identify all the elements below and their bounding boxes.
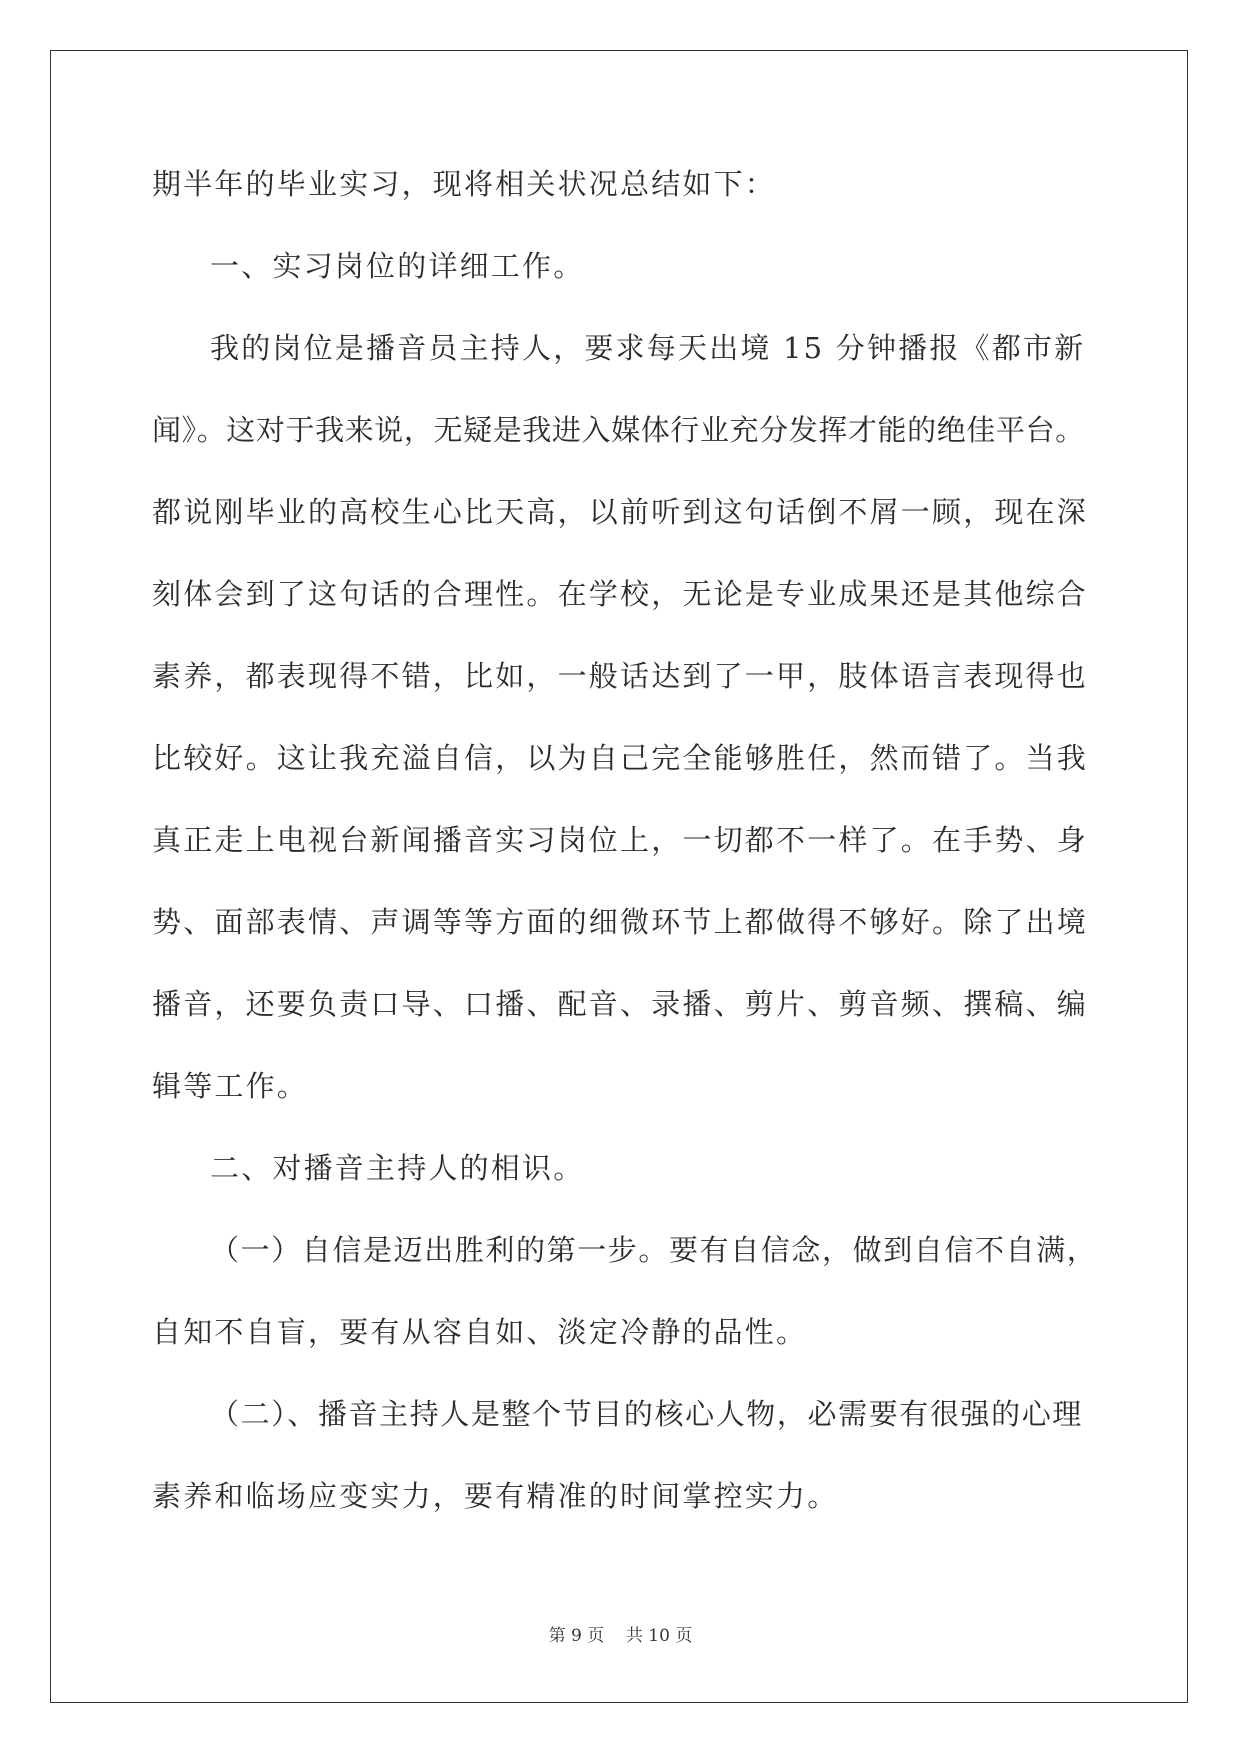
paragraph-line: 辑等工作。 — [152, 1069, 309, 1103]
section-heading: 一、实习岗位的详细工作。 — [210, 249, 585, 283]
paragraph-line: 播音，还要负责口导、口播、配音、录播、剪片、剪音频、撰稿、编 — [152, 987, 1089, 1021]
paragraph-line: 自知不自盲，要有从容自如、淡定冷静的品性。 — [152, 1315, 808, 1349]
paragraph-line: 都说刚毕业的高校生心比天高，以前听到这句话倒不屑一顾，现在深 — [152, 495, 1089, 529]
paragraph-line: 刻体会到了这句话的合理性。在学校，无论是专业成果还是其他综合 — [152, 577, 1089, 611]
section-heading: 二、对播音主持人的相识。 — [210, 1151, 585, 1185]
page-number: 第 9 页 — [548, 1626, 605, 1646]
paragraph-line: 素养和临场应变实力，要有精准的时间掌控实力。 — [152, 1479, 839, 1513]
paragraph-line: 比较好。这让我充溢自信，以为自己完全能够胜任，然而错了。当我 — [152, 741, 1089, 775]
paragraph-line: （二）、播音主持人是整个节目的核心人物，必需要有很强的心理 — [210, 1397, 1083, 1431]
paragraph-line: 势、面部表情、声调等等方面的细微环节上都做得不够好。除了出境 — [152, 905, 1089, 939]
paragraph-line: 闻》。这对于我来说，无疑是我进入媒体行业充分发挥才能的绝佳平台。 — [152, 413, 1085, 447]
paragraph-line: （一）自信是迈出胜利的第一步。要有自信念，做到自信不自满， — [210, 1233, 1098, 1267]
paragraph-line: 真正走上电视台新闻播音实习岗位上，一切都不一样了。在手势、身 — [152, 823, 1089, 857]
paragraph-line: 我的岗位是播音员主持人，要求每天出境 15 分钟播报《都市新 — [210, 331, 1086, 365]
total-pages: 共 10 页 — [625, 1626, 693, 1646]
paragraph-line: 素养，都表现得不错，比如，一般话达到了一甲，肢体语言表现得也 — [152, 659, 1089, 693]
page-border — [50, 50, 1188, 1703]
text-line: 期半年的毕业实习，现将相关状况总结如下： — [152, 167, 777, 201]
page-footer — [0, 1626, 1241, 1646]
